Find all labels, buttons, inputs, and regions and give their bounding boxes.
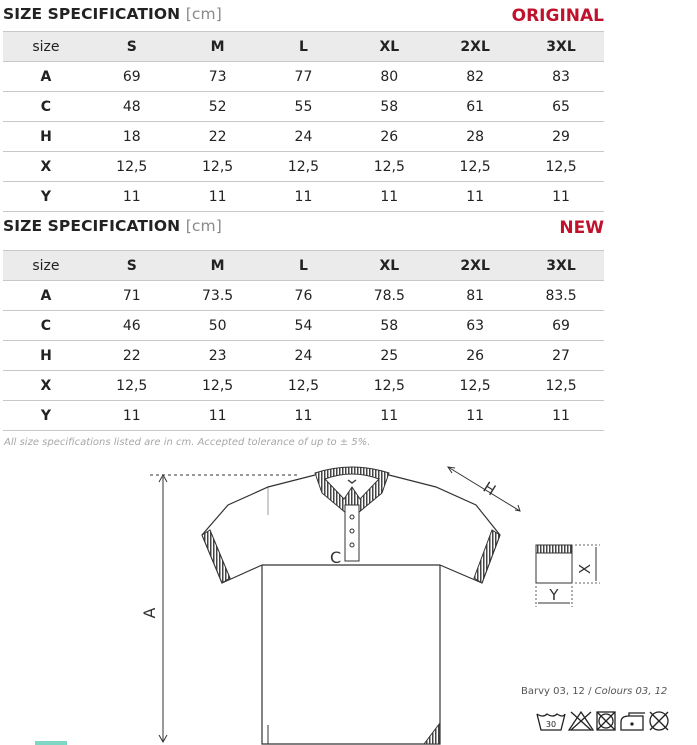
table-cell: 63 — [432, 311, 518, 341]
iron-low-icon — [621, 713, 645, 730]
table-cell: 61 — [432, 92, 518, 122]
section-tag-new: NEW — [559, 218, 604, 238]
table-cell: 28 — [432, 122, 518, 152]
table-cell: 54 — [261, 311, 347, 341]
table-cell: 11 — [518, 401, 604, 431]
table-cell: 11 — [346, 182, 432, 212]
table-cell: 11 — [432, 401, 518, 431]
table-cell: 77 — [261, 62, 347, 92]
no-bleach-icon — [569, 712, 593, 730]
table-cell: 26 — [346, 122, 432, 152]
care-symbols — [535, 708, 685, 736]
row-label: H — [3, 341, 89, 371]
table-cell: 12,5 — [432, 152, 518, 182]
table-cell: 81 — [432, 281, 518, 311]
rib-detail — [536, 545, 600, 607]
table-cell: 52 — [175, 92, 261, 122]
table-cell: 11 — [432, 182, 518, 212]
table-cell: 24 — [261, 122, 347, 152]
table-cell: 48 — [89, 92, 175, 122]
section-title — [3, 5, 222, 23]
column-header: XL — [346, 32, 432, 62]
column-header: M — [175, 251, 261, 281]
table-cell: 12,5 — [175, 152, 261, 182]
table-cell: 69 — [518, 311, 604, 341]
label-a: A — [140, 607, 159, 619]
column-header: L — [261, 32, 347, 62]
table-cell: 25 — [346, 341, 432, 371]
table-cell: 26 — [432, 341, 518, 371]
section-title-text: SIZE SPECIFICATION — [3, 217, 181, 235]
label-x: X — [576, 563, 594, 575]
table-cell: 18 — [89, 122, 175, 152]
table-cell: 29 — [518, 122, 604, 152]
column-header: L — [261, 251, 347, 281]
table-cell: 73 — [175, 62, 261, 92]
table-cell: 12,5 — [261, 371, 347, 401]
row-label: A — [3, 62, 89, 92]
table-cell: 12,5 — [518, 152, 604, 182]
table-cell: 12,5 — [261, 152, 347, 182]
table-cell: 22 — [89, 341, 175, 371]
no-dry-clean-icon — [650, 712, 668, 730]
table-row — [3, 182, 604, 212]
section-unit: [cm] — [185, 5, 222, 23]
table-cell: 12,5 — [89, 152, 175, 182]
table-header-row — [3, 32, 604, 62]
table-cell: 73.5 — [175, 281, 261, 311]
column-header: 3XL — [518, 251, 604, 281]
table-row — [3, 122, 604, 152]
column-header: size — [3, 32, 89, 62]
polo-shirt-diagram — [0, 455, 697, 745]
table-cell: 12,5 — [175, 371, 261, 401]
column-header: S — [89, 251, 175, 281]
row-label: X — [3, 152, 89, 182]
wash-temp: 30 — [545, 720, 557, 729]
size-table-new — [3, 250, 604, 431]
accent-mark — [35, 741, 67, 745]
column-header: XL — [346, 251, 432, 281]
table-row — [3, 152, 604, 182]
row-label: Y — [3, 401, 89, 431]
column-header: M — [175, 32, 261, 62]
table-row — [3, 62, 604, 92]
table-row — [3, 281, 604, 311]
no-tumble-dry-icon — [597, 712, 615, 730]
row-label: Y — [3, 182, 89, 212]
table-cell: 83 — [518, 62, 604, 92]
table-cell: 22 — [175, 122, 261, 152]
table-cell: 83.5 — [518, 281, 604, 311]
table-cell: 27 — [518, 341, 604, 371]
table-cell: 65 — [518, 92, 604, 122]
table-cell: 11 — [175, 401, 261, 431]
table-header-row — [3, 251, 604, 281]
table-cell: 80 — [346, 62, 432, 92]
section-title — [3, 217, 222, 235]
table-cell: 58 — [346, 92, 432, 122]
table-cell: 11 — [261, 401, 347, 431]
table-cell: 24 — [261, 341, 347, 371]
column-header: 2XL — [432, 32, 518, 62]
label-h: H — [479, 478, 499, 500]
table-cell: 46 — [89, 311, 175, 341]
colours-note — [521, 686, 667, 697]
table-cell: 23 — [175, 341, 261, 371]
tolerance-note: All size specifications listed are in cm. Accepted tolerance of up to ± 5%. — [4, 437, 371, 448]
row-label: H — [3, 122, 89, 152]
table-cell: 11 — [261, 182, 347, 212]
colours-en: Colours 03, 12 — [594, 686, 668, 697]
section-tag-original: ORIGINAL — [511, 6, 604, 26]
column-header: 3XL — [518, 32, 604, 62]
table-cell: 12,5 — [346, 152, 432, 182]
placket — [345, 505, 359, 561]
label-y: Y — [549, 586, 559, 604]
table-cell: 11 — [346, 401, 432, 431]
table-cell: 11 — [175, 182, 261, 212]
column-header: S — [89, 32, 175, 62]
table-cell: 11 — [518, 182, 604, 212]
table-cell: 55 — [261, 92, 347, 122]
table-row — [3, 311, 604, 341]
table-row — [3, 401, 604, 431]
size-table-original — [3, 31, 604, 212]
section-unit: [cm] — [185, 217, 222, 235]
wash-30-icon — [537, 714, 565, 730]
table-row — [3, 341, 604, 371]
table-cell: 71 — [89, 281, 175, 311]
table-row — [3, 371, 604, 401]
table-row — [3, 92, 604, 122]
section-title-text: SIZE SPECIFICATION — [3, 5, 181, 23]
table-cell: 12,5 — [518, 371, 604, 401]
table-cell: 12,5 — [432, 371, 518, 401]
table-cell: 50 — [175, 311, 261, 341]
row-label: X — [3, 371, 89, 401]
table-cell: 11 — [89, 401, 175, 431]
table-cell: 82 — [432, 62, 518, 92]
row-label: C — [3, 92, 89, 122]
table-cell: 78.5 — [346, 281, 432, 311]
column-header: size — [3, 251, 89, 281]
table-cell: 12,5 — [346, 371, 432, 401]
table-cell: 11 — [89, 182, 175, 212]
column-header: 2XL — [432, 251, 518, 281]
table-cell: 12,5 — [89, 371, 175, 401]
row-label: C — [3, 311, 89, 341]
colours-cz: Barvy 03, 12 / — [521, 686, 595, 697]
table-cell: 76 — [261, 281, 347, 311]
table-cell: 69 — [89, 62, 175, 92]
table-cell: 58 — [346, 311, 432, 341]
row-label: A — [3, 281, 89, 311]
label-c: C — [330, 548, 342, 567]
